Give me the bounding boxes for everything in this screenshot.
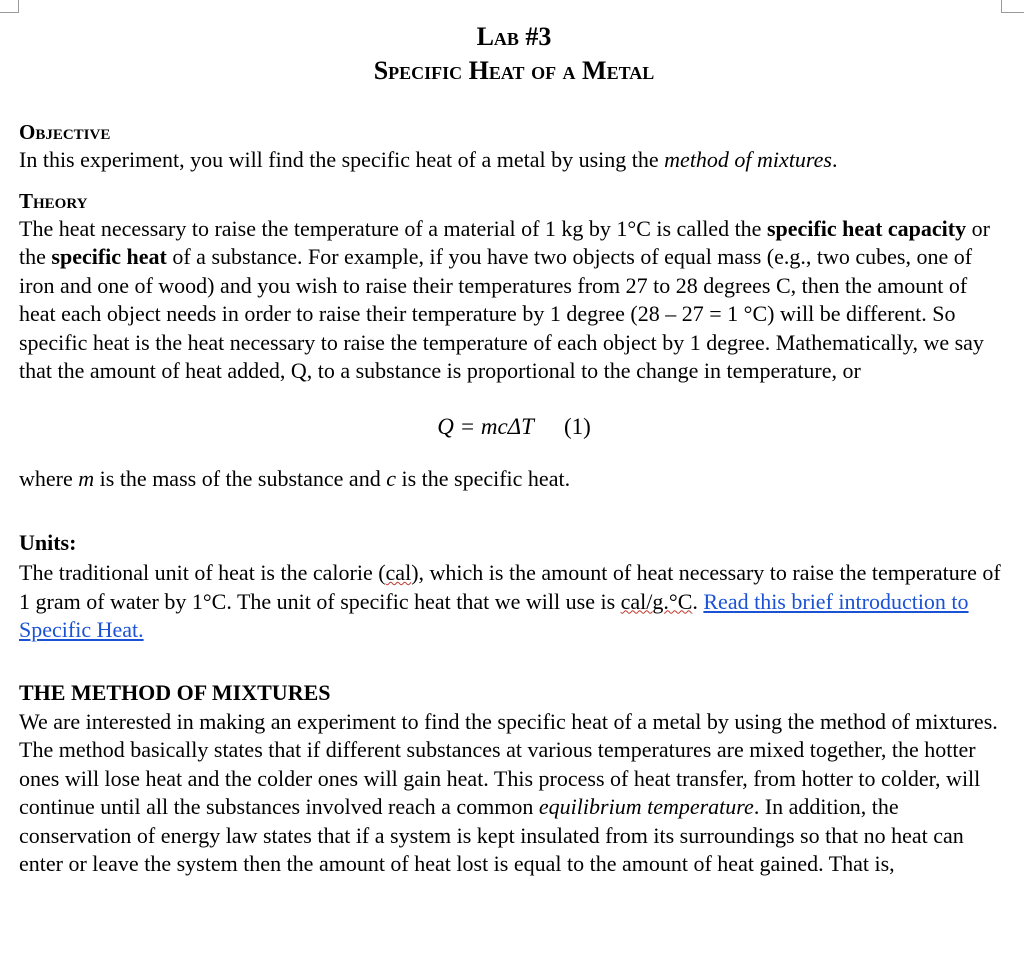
objective-text: In this experiment, you will find the specific heat of a metal by using the xyxy=(19,147,665,172)
theory-text-3: of a substance. For example, if you have two objects of equal mass (e.g., two cubes, one of iron and one of wood) and you wish to raise their temperatures from 27 to 28 degrees C, then the amount of heat each object needs in order to raise their temperature by 1 degree (28 – 27 = 1 °C) will be different. So specific heat is the heat necessary to raise the temperature of each object by 1 degree. Mathematically, we say that the amount of heat added, Q, to a substance is proportional to the change in temperature, or xyxy=(19,244,984,383)
units-text-2: ), which is the amount of heat necessary to raise the temperature of 1 gram of water by 1°C. The unit of specific heat that we will use is xyxy=(19,560,1001,614)
where-text-3: is the specific heat. xyxy=(395,465,571,491)
units-text-1: The traditional unit of heat is the calorie ( xyxy=(19,560,386,585)
title-block xyxy=(19,20,1009,88)
cal-abbreviation: cal xyxy=(385,560,412,585)
units-heading: Units: xyxy=(19,530,77,555)
objective-heading: Objective xyxy=(19,120,111,144)
equation-number: (1) xyxy=(563,413,591,439)
specific-heat-variable: c xyxy=(386,465,396,491)
mass-variable: m xyxy=(78,465,95,491)
theory-heading: Theory xyxy=(19,188,88,213)
method-of-mixtures-heading: THE METHOD OF MIXTURES xyxy=(19,679,331,705)
units-paragraph xyxy=(19,559,1009,645)
mixtures-text-2: . In addition, the conservation of energy law states that if a system is kept insulated from its surroundings so that no heat can enter or leave the system then the amount of heat lost is equal to the amount of heat gained. That is, xyxy=(19,794,964,876)
method-of-mixtures-emphasis: method of mixtures xyxy=(664,147,832,172)
specific-heat-capacity-term: specific heat capacity xyxy=(766,215,967,241)
where-text-2: is the mass of the substance and xyxy=(94,465,387,491)
lab-name-title: Specific Heat of a Metal xyxy=(373,56,655,85)
specific-heat-intro-link[interactable]: Read this brief introduction to Specific Heat. xyxy=(19,588,969,642)
page-corner-mark-right xyxy=(1001,0,1024,13)
document-page xyxy=(19,20,1009,879)
equilibrium-temperature-term: equilibrium temperature xyxy=(538,794,754,819)
theory-paragraph xyxy=(19,215,1009,386)
equation-formula: Q = mcΔT xyxy=(437,413,534,439)
mixtures-text-1: We are interested in making an experiment to find the specific heat of a metal by using the method of mixtures. The method basically states that if different substances at various temperatures are mixed together, the hotter ones will lose heat and the colder ones will gain heat. This process of heat transfer, from hotter to colder, will continue until all the substances involved reach a common xyxy=(19,708,998,819)
units-text-3: . xyxy=(692,588,704,614)
theory-text-1: The heat necessary to raise the temperature of a material of 1 kg by 1°C is called the xyxy=(19,215,767,241)
lab-number-title: Lab #3 xyxy=(476,22,552,51)
equation-1 xyxy=(19,412,1009,442)
where-text-1: where xyxy=(19,465,79,491)
objective-text-end: . xyxy=(832,147,838,172)
specific-heat-term: specific heat xyxy=(51,244,167,269)
mixtures-paragraph xyxy=(19,708,1009,879)
page-corner-mark-left xyxy=(0,0,19,13)
specific-heat-unit: cal/g.°C xyxy=(620,588,693,614)
theory-text-2: or the xyxy=(19,215,990,269)
objective-paragraph xyxy=(19,146,1009,175)
where-paragraph xyxy=(19,465,1009,494)
